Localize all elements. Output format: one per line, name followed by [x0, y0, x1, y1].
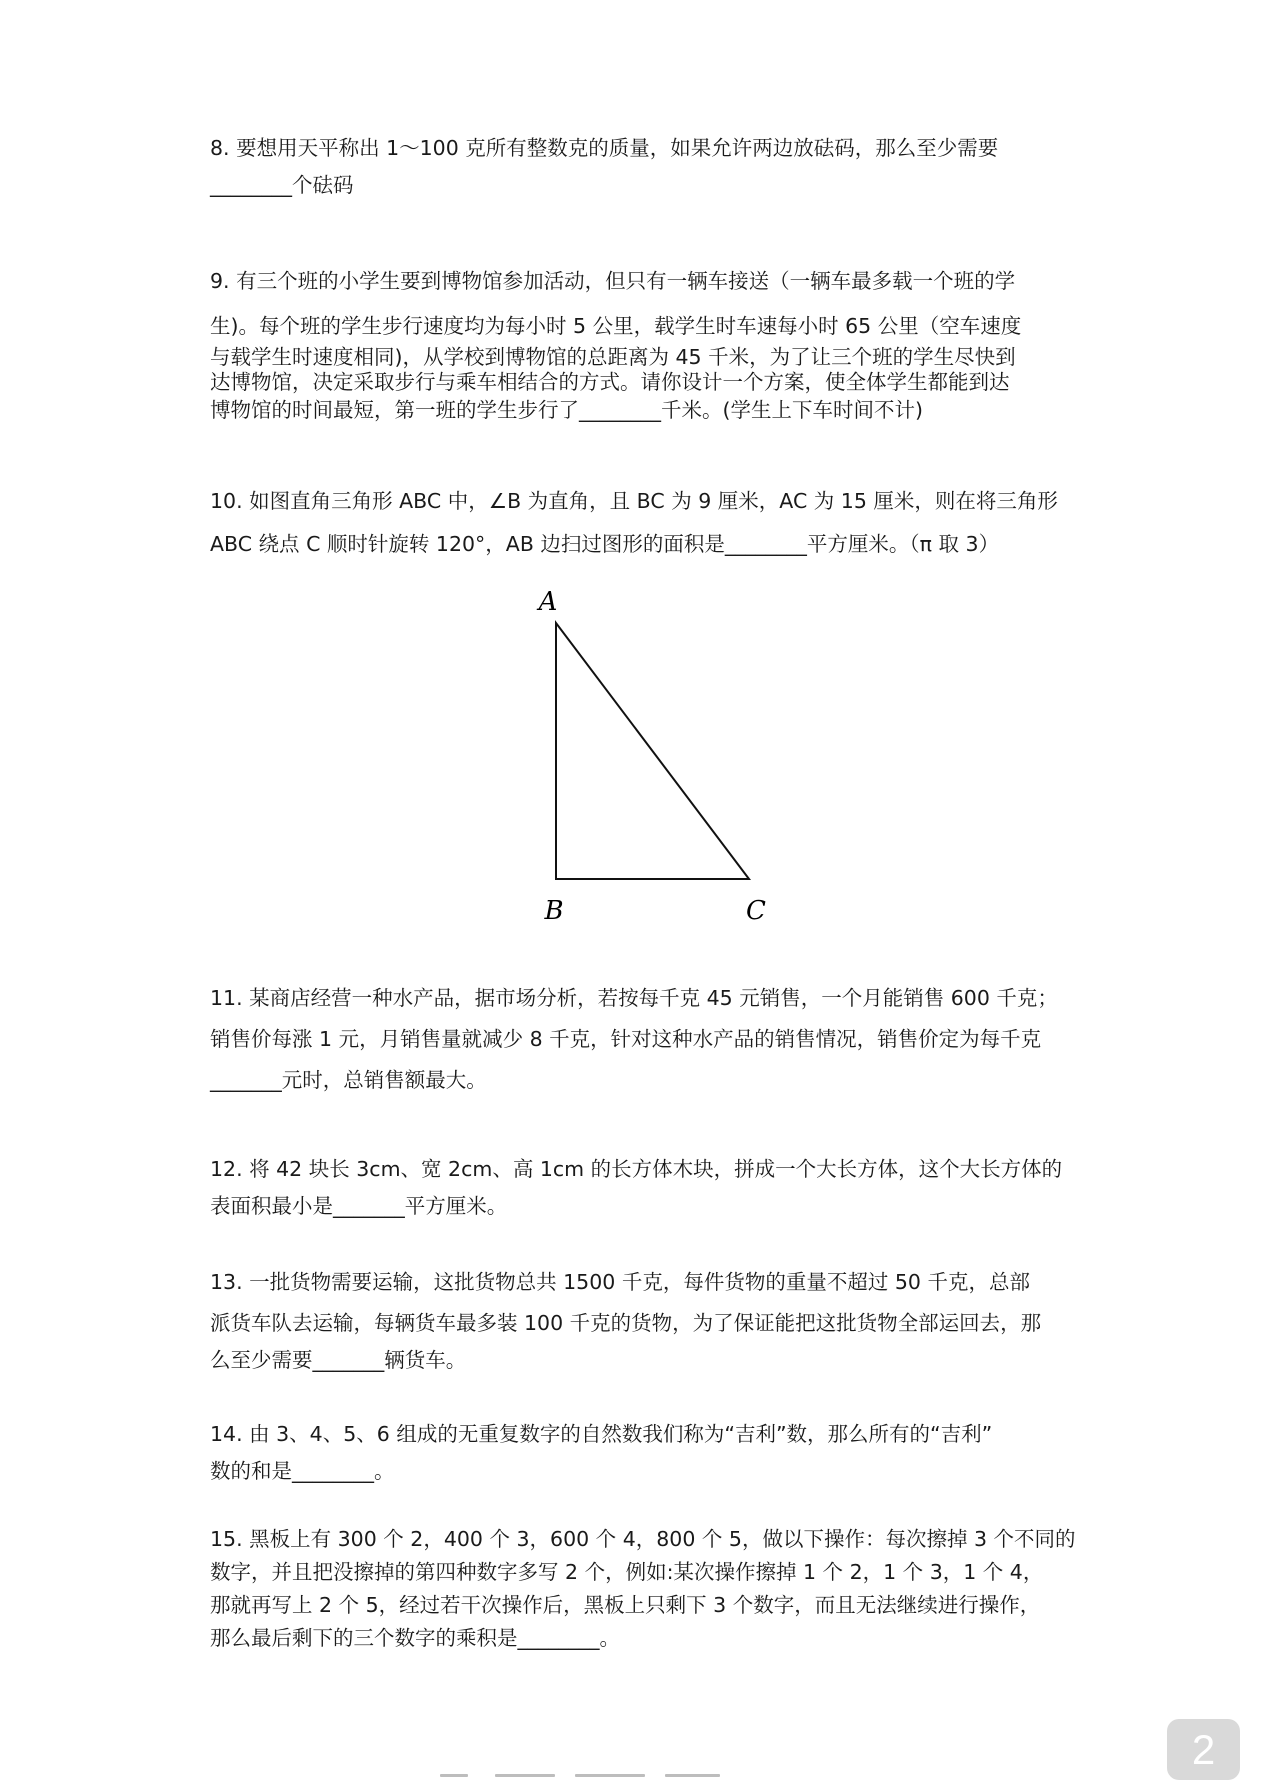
- question-13: [210, 1264, 1115, 1379]
- question-line: 15. 黑板上有 300 个 2，400 个 3，600 个 4，800 个 5，做以下操作：每次擦掉 3 个不同的: [210, 1527, 1076, 1551]
- question-line: 数字，并且把没擦掉的第四种数字多写 2 个，例如:某次操作擦掉 1 个 2，1 个 3，1 个 4，: [210, 1560, 1044, 1584]
- question-11: [210, 980, 1115, 1099]
- question-line: 12. 将 42 块长 3cm、宽 2cm、高 1cm 的长方体木块，拼成一个大长方体，这个大长方体的: [210, 1157, 1063, 1181]
- vertex-label-a: A: [538, 587, 558, 617]
- question-line: ABC 绕点 C 顺时针旋转 120°，AB 边扫过图形的面积是________平方厘米。（π 取 3）: [210, 532, 1000, 556]
- question-line: 数的和是________。: [210, 1459, 395, 1483]
- question-line: 销售价每涨 1 元，月销售量就减少 8 千克，针对这种水产品的销售情况，销售价定为每千克: [210, 1027, 1042, 1051]
- question-line: 那么最后剩下的三个数字的乘积是________。: [210, 1626, 620, 1650]
- question-line: 11. 某商店经营一种水产品，据市场分析，若按每千克 45 元销售，一个月能销售 600 千克；: [210, 986, 1058, 1010]
- triangle-abc: [556, 623, 749, 879]
- question-line: 生)。每个班的学生步行速度均为每小时 5 公里，载学生时车速每小时 65 公里（空车速度: [210, 314, 1022, 338]
- vertex-label-c: C: [746, 896, 766, 926]
- question-line: 8. 要想用天平称出 1～100 克所有整数克的质量，如果允许两边放砝码，那么至少需要: [210, 136, 999, 160]
- question-line: 那就再写上 2 个 5，经过若干次操作后，黑板上只剩下 3 个数字，而且无法继续进行操作，: [210, 1593, 1041, 1617]
- question-9: [210, 263, 1115, 425]
- question-line: 9. 有三个班的小学生要到博物馆参加活动，但只有一辆车接送（一辆车最多载一个班的学: [210, 269, 1016, 293]
- question-line: 达博物馆，决定采取步行与乘车相结合的方式。请你设计一个方案，使全体学生都能到达: [210, 370, 1010, 394]
- question-line: 10. 如图直角三角形 ABC 中，∠B 为直角，且 BC 为 9 厘米，AC 为 15 厘米，则在将三角形: [210, 489, 1058, 513]
- question-line: 派货车队去运输，每辆货车最多装 100 千克的货物，为了保证能把这批货物全部运回去，那: [210, 1311, 1042, 1335]
- question-14: [210, 1416, 1115, 1490]
- question-15: [210, 1523, 1115, 1655]
- question-12: [210, 1151, 1115, 1225]
- footer-glyph-fragment: [575, 1774, 645, 1777]
- question-line: 么至少需要_______辆货车。: [210, 1348, 467, 1372]
- page-number-badge: 2: [1167, 1719, 1240, 1780]
- question-line: 博物馆的时间最短，第一班的学生步行了________千米。(学生上下车时间不计): [210, 398, 923, 422]
- question-line: 表面积最小是_______平方厘米。: [210, 1194, 508, 1218]
- question-line: 与载学生时速度相同)，从学校到博物馆的总距离为 45 千米，为了让三个班的学生尽快到: [210, 345, 1016, 369]
- footer-glyph-fragment: [495, 1774, 555, 1777]
- question-line: 13. 一批货物需要运输，这批货物总共 1500 千克，每件货物的重量不超过 50 千克，总部: [210, 1270, 1030, 1294]
- question-8: [210, 130, 1115, 204]
- question-10: [210, 483, 1115, 563]
- triangle-figure: [520, 572, 800, 932]
- question-line: _______元时，总销售额最大。: [210, 1068, 487, 1092]
- question-line: 14. 由 3、4、5、6 组成的无重复数字的自然数我们称为“吉利”数，那么所有的“吉利”: [210, 1422, 993, 1446]
- footer-glyph-fragment: [665, 1774, 720, 1777]
- vertex-label-b: B: [544, 896, 564, 926]
- question-line: ________个砝码: [210, 173, 354, 197]
- cut-off-footer-text: [400, 1774, 760, 1787]
- footer-glyph-fragment: [440, 1774, 468, 1777]
